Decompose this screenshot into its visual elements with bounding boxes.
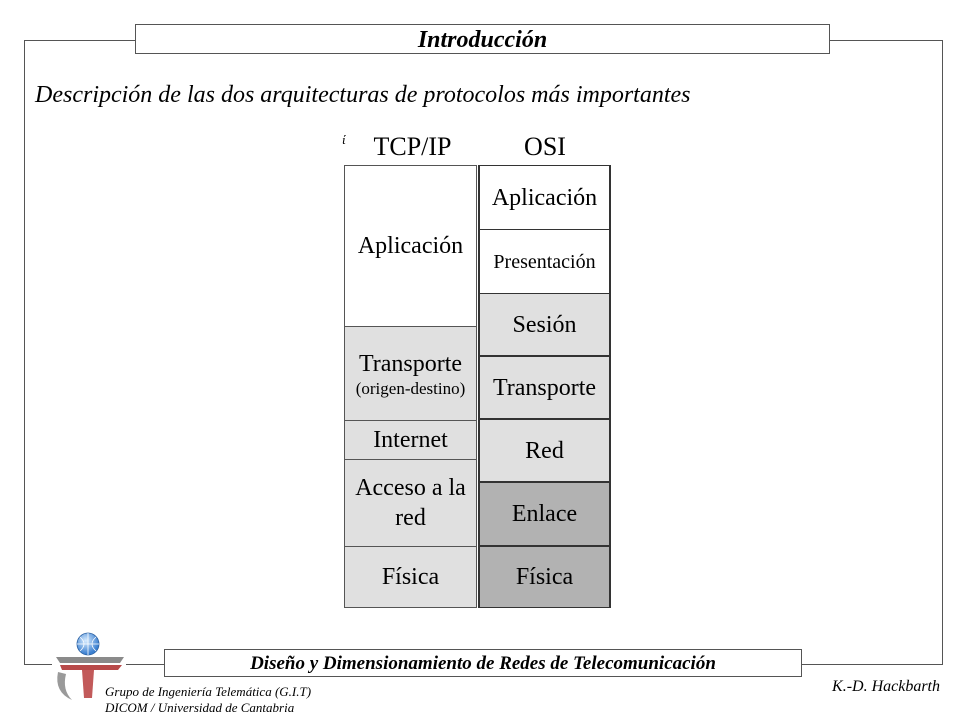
tcpip-layer-label: Física <box>381 564 440 590</box>
osi-heading: OSI <box>524 132 566 161</box>
frame-right <box>942 40 943 665</box>
tcpip-heading: TCP/IP <box>373 132 452 161</box>
frame-bottom-right <box>801 664 943 665</box>
slide-subtitle: Descripción de las dos arquitecturas de protocolos más importantes <box>35 82 691 108</box>
osi-layer-label: Aplicación <box>491 184 598 211</box>
osi-layer-presentacion <box>478 229 611 295</box>
tcpip-layer-label: Acceso a la red <box>355 475 466 531</box>
tcpip-layer-label: Aplicación <box>357 233 464 259</box>
osi-layer-transporte <box>478 356 611 420</box>
frame-bottom-mid <box>126 664 165 665</box>
frame-left <box>24 40 25 665</box>
tcpip-layer-label: Transporte <box>358 350 463 377</box>
tcpip-layer-acceso <box>344 459 477 547</box>
frame-top-right <box>830 40 943 41</box>
osi-layer-red <box>478 419 611 483</box>
tcpip-layer-internet <box>344 420 477 460</box>
group-line-1: Grupo de Ingeniería Telemática (G.I.T) <box>105 684 312 699</box>
osi-layer-aplicacion <box>478 165 611 231</box>
osi-layer-fisica <box>478 546 611 608</box>
osi-layer-label: Presentación <box>493 250 596 273</box>
course-title: Diseño y Dimensionamiento de Redes de Telecomunicación <box>164 649 802 677</box>
stray-mark: ί <box>342 132 346 147</box>
osi-layer-label: Sesión <box>512 311 577 338</box>
osi-layer-label: Transporte <box>492 374 597 401</box>
group-line-2: DICOM / Universidad de Cantabria <box>105 700 295 715</box>
osi-layer-sesion <box>478 293 611 357</box>
osi-layer-label: Enlace <box>511 501 578 527</box>
osi-layer-enlace <box>478 482 611 547</box>
tcpip-layer-fisica <box>344 546 477 608</box>
frame-bottom-left <box>24 664 52 665</box>
tcpip-layer-aplicacion <box>344 165 477 327</box>
tcpip-layer-sublabel: (origen-destino) <box>355 378 466 398</box>
tcpip-layer-transporte <box>344 326 477 421</box>
osi-layer-label: Física <box>515 564 574 590</box>
osi-layer-label: Red <box>525 437 564 464</box>
author-name: K.-D. Hackbarth <box>832 678 940 695</box>
frame-top-left <box>24 40 136 41</box>
page-title: Introducción <box>135 24 830 54</box>
tcpip-layer-label: Internet <box>373 427 448 453</box>
